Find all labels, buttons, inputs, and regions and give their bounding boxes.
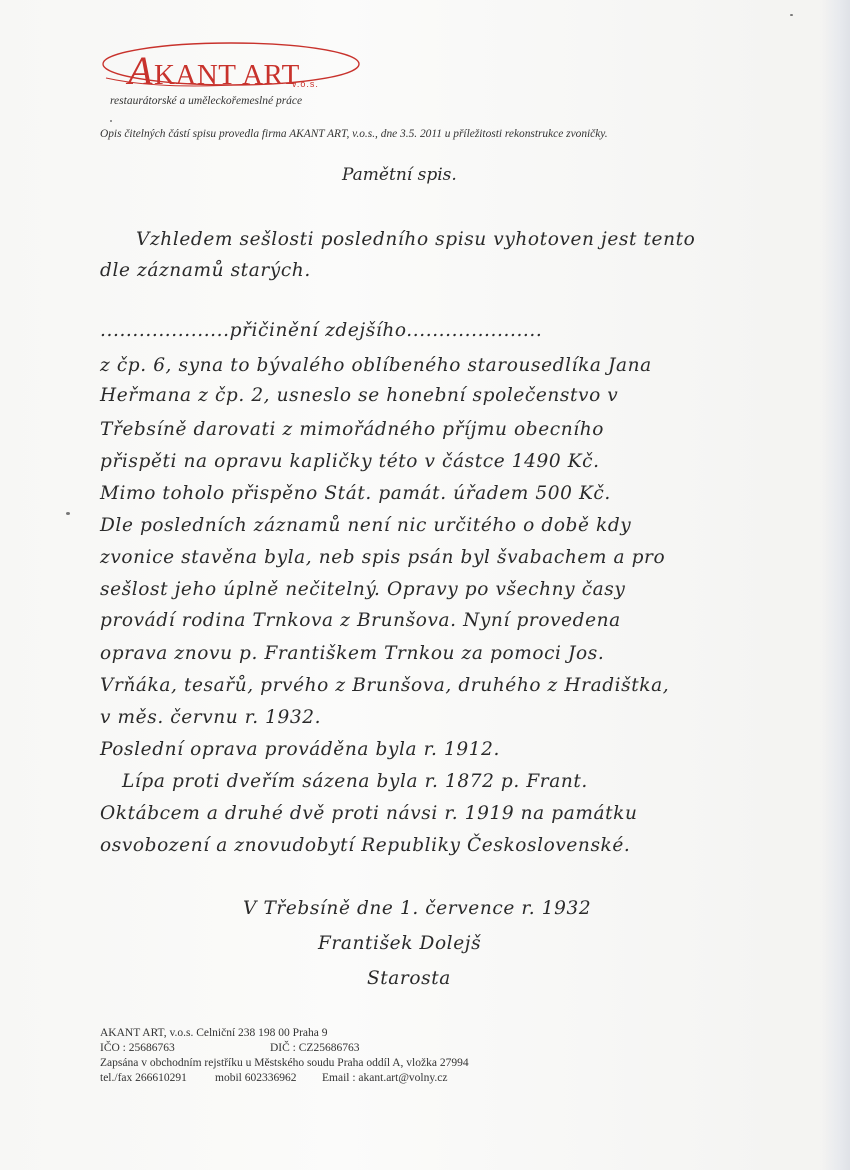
paper-speck (790, 14, 793, 16)
text-line: Lípa proti dveřím sázena byla r. 1872 p. Frant. (122, 771, 588, 792)
footer-dic: DIČ : CZ25686763 (270, 1042, 360, 1054)
page-edge (822, 0, 850, 1170)
logo-initial: A (128, 48, 153, 93)
text-line: Oktábcem a druhé dvě proti návsi r. 1919 na památku (100, 803, 638, 824)
footer-ico: IČO : 25686763 (100, 1042, 175, 1054)
copy-note: Opis čitelných částí spisu provedla firma AKANT ART, v.o.s., dne 3.5. 2011 u příležitosti rekonstrukce zvoničky. (100, 128, 608, 140)
text-line: Heřmana z čp. 2, usneslo se honební společenstvo v (100, 385, 619, 406)
text-line: Mimo toholo přispěno Stát. památ. úřadem 500 Kč. (100, 483, 611, 504)
text-line: z čp. 6, syna to bývalého oblíbeného starousedlíka Jana (100, 355, 652, 376)
text-line: Třebsíně darovati z mimořádného příjmu obecního (100, 419, 605, 440)
logo-suffix: v.o.s. (292, 79, 319, 89)
signature-name: František Dolejš (318, 933, 482, 954)
footer-email: Email : akant.art@volny.cz (322, 1072, 448, 1084)
text-line: zvonice stavěna byla, neb spis psán byl švabachem a pro (100, 547, 666, 568)
text-line: Dle posledních záznamů není nic určitého o době kdy (100, 515, 632, 536)
text-line: Poslední oprava prováděna byla r. 1912. (100, 739, 500, 760)
text-line: sešlost jeho úplně nečitelný. Opravy po všechny časy (100, 579, 626, 600)
text-line: Vrňáka, tesařů, prvého z Brunšova, druhého z Hradištka, (100, 675, 670, 696)
paper-speck (110, 120, 112, 122)
footer-tel: tel./fax 266610291 (100, 1072, 187, 1084)
text-line: oprava znovu p. Františkem Trnkou za pomoci Jos. (100, 643, 605, 664)
text-line: Vzhledem sešlosti posledního spisu vyhotoven jest tento (136, 229, 696, 250)
text-line: ....................přičinění zdejšího..................... (100, 320, 543, 341)
company-tagline: restaurátorské a uměleckořemeslné práce (110, 95, 303, 107)
text-line: přispěti na opravu kapličky této v částce 1490 Kč. (100, 451, 600, 472)
company-logo (100, 38, 362, 94)
logo-name: KANT ART (153, 59, 300, 91)
text-line: osvobození a znovudobytí Republiky Československé. (100, 835, 631, 856)
text-line: provádí rodina Trnkova z Brunšova. Nyní provedena (100, 610, 621, 631)
place-date: V Třebsíně dne 1. července r. 1932 (243, 898, 592, 919)
footer-address: AKANT ART, v.o.s. Celniční 238 198 00 Praha 9 (100, 1027, 328, 1039)
paper-speck (66, 512, 70, 515)
signature-role: Starosta (367, 968, 451, 989)
document-title: Pamětní spis. (342, 165, 457, 185)
logo-wordmark (128, 47, 358, 94)
footer-ids (100, 1041, 469, 1056)
footer-registry: Zapsána v obchodním rejstříku u Městského soudu Praha oddíl A, vložka 27994 (100, 1057, 469, 1069)
text-line: v měs. červnu r. 1932. (100, 707, 322, 728)
text-line: dle záznamů starých. (100, 260, 311, 281)
footer-contacts (100, 1071, 469, 1086)
company-footer (100, 1026, 469, 1086)
footer-mobil: mobil 602336962 (215, 1072, 297, 1084)
